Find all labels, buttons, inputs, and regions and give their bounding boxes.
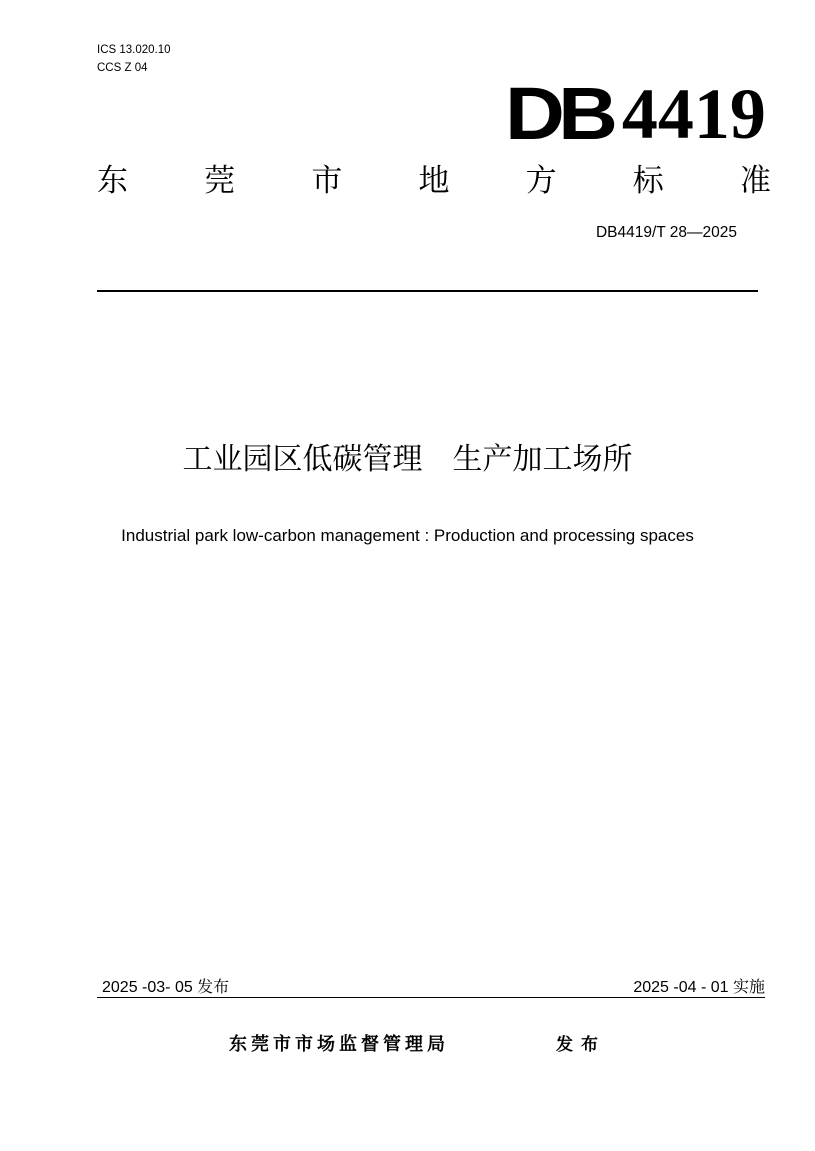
db-mark: DB [505, 72, 612, 155]
standard-type [97, 160, 771, 202]
header-divider [97, 290, 758, 292]
classification-codes [97, 41, 171, 77]
ccs-code: CCS Z 04 [97, 62, 148, 74]
document-title-zh: 工业园区低碳管理 生产加工场所 [182, 442, 633, 477]
issuer-action: 发布 [556, 1035, 606, 1055]
standard-type-char: 标 [632, 163, 664, 199]
ics-code: ICS 13.020.10 [97, 44, 171, 56]
standard-type-char: 莞 [204, 163, 236, 199]
issue-date: 2025 -03- 05 发布 [102, 979, 230, 996]
region-code: 4419 [621, 74, 766, 154]
implementation-date: 2025 -04 - 01 实施 [633, 979, 765, 996]
date-divider [97, 997, 765, 998]
standard-number: DB4419/T 28—2025 [595, 224, 737, 241]
standard-type-char: 方 [525, 163, 557, 199]
standard-type-char: 东 [97, 163, 128, 199]
standard-type-char: 准 [739, 163, 771, 199]
document-title-en: Industrial park low-carbon management : Production and processing spaces [121, 526, 694, 545]
issuer-name: 东莞市市场监督管理局 [229, 1034, 449, 1055]
standard-type-char: 地 [418, 163, 450, 199]
db-logo [505, 72, 766, 155]
standard-type-char: 市 [311, 163, 343, 199]
